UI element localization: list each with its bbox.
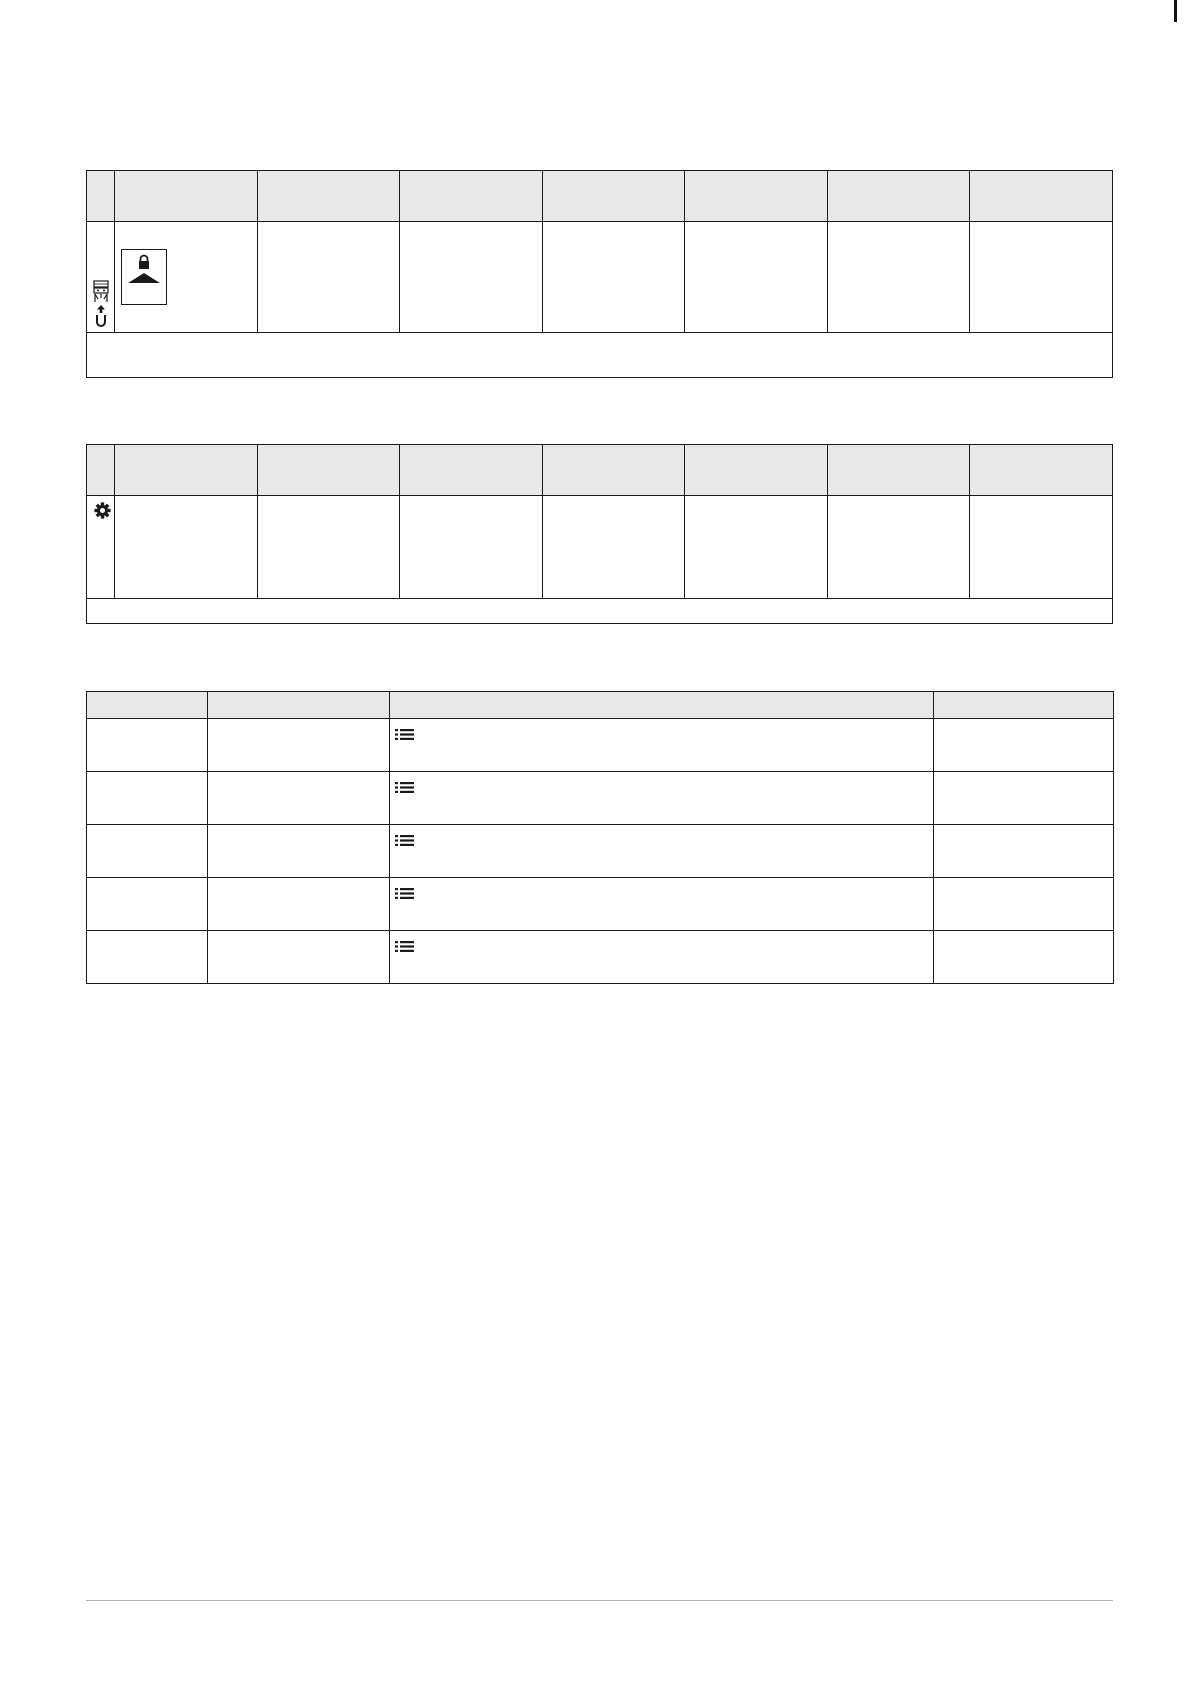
table-row — [87, 222, 1113, 333]
table-1-header-cell — [542, 171, 685, 222]
table-3-cell — [934, 878, 1114, 931]
table-3-cell — [208, 931, 390, 984]
list-icon — [395, 941, 414, 952]
table-row — [87, 719, 1114, 772]
table-2-header-cell — [115, 445, 258, 496]
table-3-cell — [934, 825, 1114, 878]
table-3-cell — [208, 772, 390, 825]
magnet-icon — [94, 314, 108, 328]
gear-icon — [94, 502, 111, 519]
table-1-cell — [685, 222, 828, 333]
table-2-cell — [827, 496, 970, 599]
table-1-header-blank — [87, 171, 115, 222]
table-3-header-row — [87, 692, 1114, 719]
table-3-header-cell — [87, 692, 208, 719]
table-1-cell — [827, 222, 970, 333]
table-2-header-blank — [87, 445, 115, 496]
table-2-header-row — [87, 445, 1113, 496]
table-3-cell — [87, 772, 208, 825]
table-3-header-cell — [390, 692, 934, 719]
table-2-header-cell — [970, 445, 1113, 496]
page-edge-mark — [1174, 0, 1177, 22]
table-3-header-cell — [934, 692, 1114, 719]
arrow-up-icon — [96, 304, 106, 314]
list-icon — [395, 888, 414, 899]
table-2-header-cell — [542, 445, 685, 496]
table-3-cell — [390, 772, 934, 825]
table-1-header-cell — [400, 171, 543, 222]
table-1-cell — [542, 222, 685, 333]
table-2 — [86, 444, 1113, 624]
table-1-footer-note — [87, 333, 1113, 378]
table-2-header-cell — [827, 445, 970, 496]
table-1-footer-row — [87, 333, 1113, 378]
table-3-cell — [390, 931, 934, 984]
table-3-cell — [87, 931, 208, 984]
table-3-cell — [934, 772, 1114, 825]
table-1-cell — [115, 222, 258, 333]
table-3-cell — [208, 825, 390, 878]
list-icon — [395, 835, 414, 846]
table-3-cell — [87, 878, 208, 931]
table-3-cell — [934, 931, 1114, 984]
table-3-cell — [87, 719, 208, 772]
table-row — [87, 496, 1113, 599]
table-1-cell — [970, 222, 1113, 333]
table-1-header-cell — [257, 171, 400, 222]
table-3 — [86, 691, 1114, 984]
table-3-cell — [390, 719, 934, 772]
table-3-cell — [87, 825, 208, 878]
table-3-cell — [208, 878, 390, 931]
table-1-header-cell — [970, 171, 1113, 222]
table-2-cell — [257, 496, 400, 599]
table-2-cell — [542, 496, 685, 599]
table-1-header-cell — [827, 171, 970, 222]
table-3-cell — [390, 825, 934, 878]
lock-triangle-icon — [121, 249, 167, 305]
table-1-cell — [400, 222, 543, 333]
table-3-cell — [934, 719, 1114, 772]
table-1-cell — [257, 222, 400, 333]
footer-rule — [86, 1600, 1113, 1601]
table-2-cell — [685, 496, 828, 599]
table-row — [87, 772, 1114, 825]
table-2-footer-row — [87, 599, 1113, 624]
list-icon — [395, 782, 414, 793]
table-1 — [86, 170, 1113, 378]
table-3-header-cell — [208, 692, 390, 719]
table-2-header-cell — [400, 445, 543, 496]
table-2-footer-note — [87, 599, 1113, 624]
table-row — [87, 878, 1114, 931]
table-1-header-row — [87, 171, 1113, 222]
table-2-header-cell — [257, 445, 400, 496]
table-2-cell — [400, 496, 543, 599]
table-row — [87, 931, 1114, 984]
list-icon — [395, 729, 414, 740]
table-1-header-cell — [115, 171, 258, 222]
table-1-side-cell — [87, 222, 115, 333]
table-3-cell — [208, 719, 390, 772]
table-2-side-cell — [87, 496, 115, 599]
table-1-header-cell — [685, 171, 828, 222]
table-2-cell — [115, 496, 258, 599]
control-panel-icon — [92, 280, 110, 304]
table-2-header-cell — [685, 445, 828, 496]
table-3-cell — [390, 878, 934, 931]
table-row — [87, 825, 1114, 878]
table-2-cell — [970, 496, 1113, 599]
